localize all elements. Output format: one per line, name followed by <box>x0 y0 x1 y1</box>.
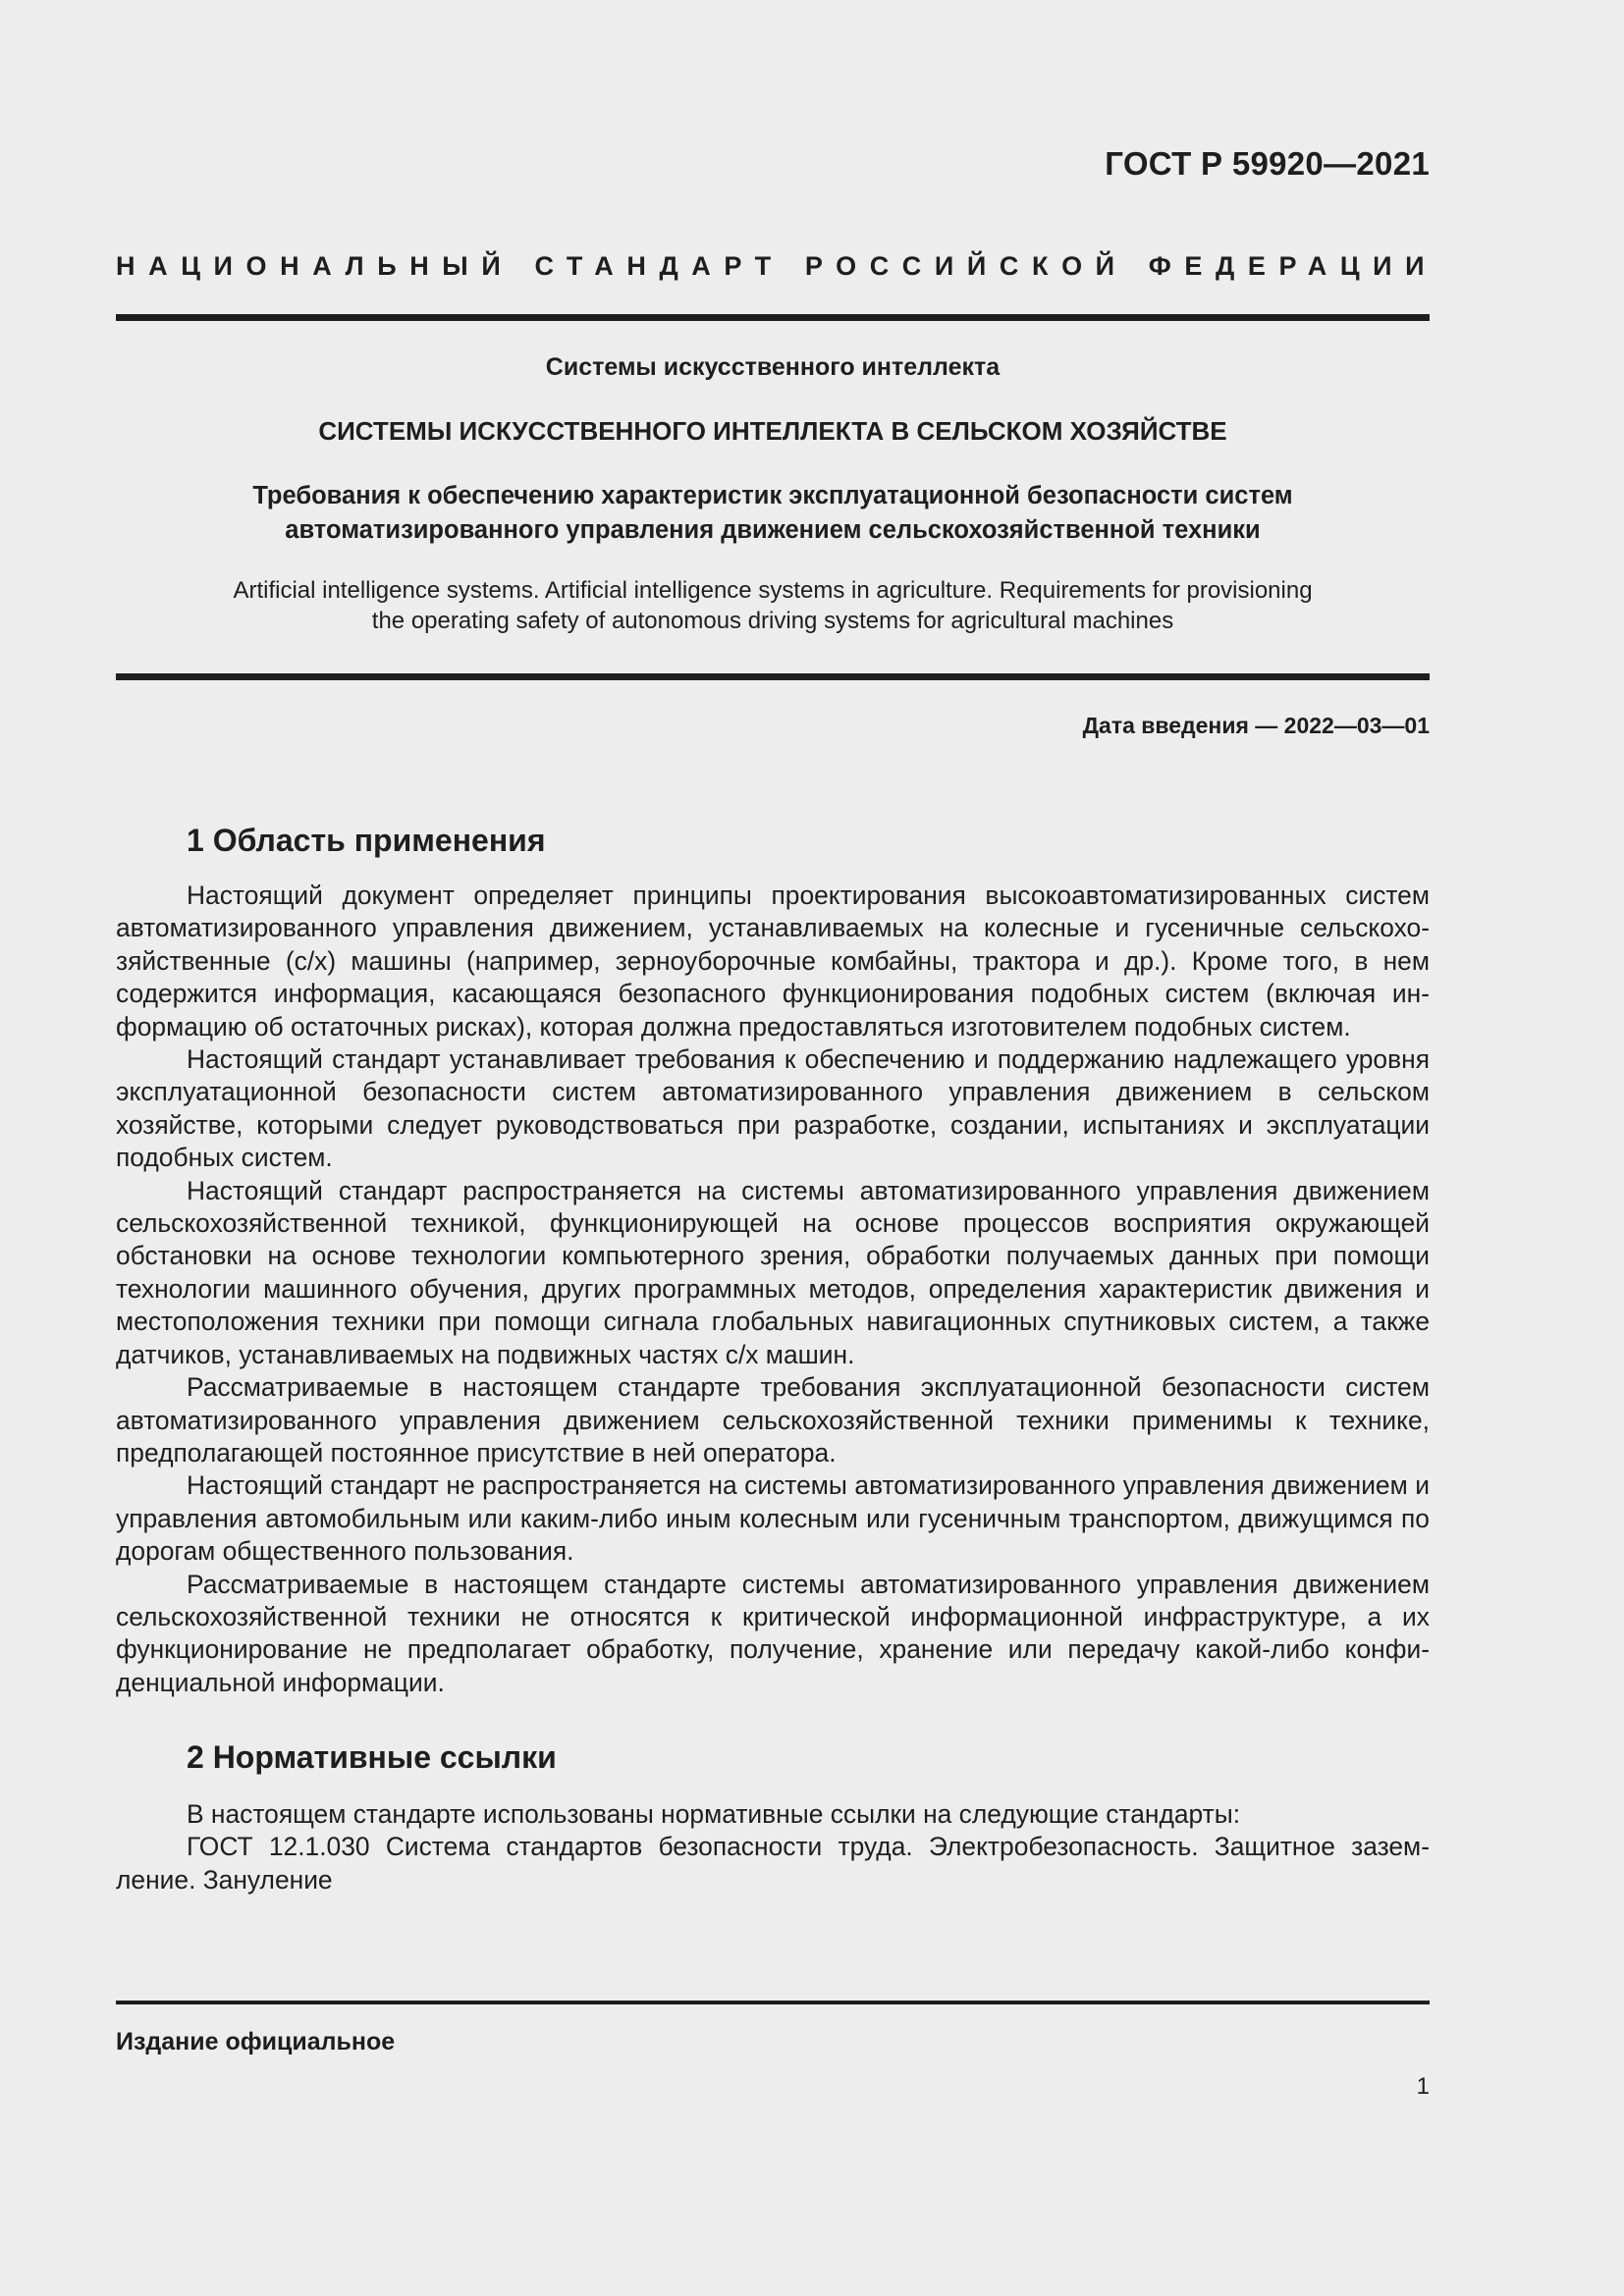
english-title-line-2: the operating safety of autonomous driving systems for agricultural machines <box>371 608 1174 634</box>
section-2-body <box>116 1798 1430 1896</box>
paragraph: Настоящий документ определяет принципы проектирования высокоавтоматизированных систем автоматизированного управления движением, устанавливаемых на колесные и гусеничные сельскохозяйственные (с/х) машины (например, зерноуборочные комбайны, трактора и др.). Кроме того, в нем содержится информация, касающаяся безопасного функционирования подобных систем (включая информацию об остаточных рисках), которая должна предоставляться изготовителем подобных систем. <box>116 881 1430 1041</box>
paragraph: Настоящий стандарт устанавливает требования к обеспечению и поддержанию надлежащего уровня эксплуатационной безопасности систем автоматизированного управления движением в сельском хозяйстве, которыми следует руководствоваться при разработке, создании, испытаниях и эксплуатации подобных систем. <box>116 1044 1430 1173</box>
requirements-title <box>116 479 1430 548</box>
paragraph: Рассматриваемые в настоящем стандарте системы автоматизированного управления движением сельскохозяйственной техники не относятся к критической информационной инфраструктуре, а их функционирование не предполагает обработку, получение, хранение или передачу какой-либо конфиденциальной информации. <box>116 1569 1430 1697</box>
main-title: СИСТЕМЫ ИСКУССТВЕННОГО ИНТЕЛЛЕКТА В СЕЛЬСКОМ ХОЗЯЙСТВЕ <box>318 416 1227 446</box>
paragraph: ГОСТ 12.1.030 Система стандартов безопасности труда. Электробезопасность. Защитное заземление. Зануление <box>116 1832 1430 1895</box>
requirements-title-line-2: автоматизированного управления движением сельскохозяйственной техники <box>285 516 1261 544</box>
footer-divider <box>116 2001 1430 2004</box>
introduction-date: Дата введения — 2022—03—01 <box>1082 713 1430 738</box>
english-title <box>116 575 1430 636</box>
paragraph: В настоящем стандарте использованы нормативные ссылки на следующие стандарты: <box>187 1799 1241 1829</box>
top-divider <box>116 314 1430 321</box>
series-title: Системы искусственного интеллекта <box>545 353 1001 381</box>
national-standard-banner: НАЦИОНАЛЬНЫЙ СТАНДАРТ РОССИЙСКОЙ ФЕДЕРАЦИИ <box>116 251 1438 281</box>
section-1-body <box>116 880 1430 1699</box>
paragraph: Настоящий стандарт распространяется на системы автоматизированного управления движением сельскохозяйственной техникой, функционирующей на основе процессов восприятия окружающей обстановки на основе технологии компьютерного зрения, обработки получаемых данных при помощи технологии машинного обучения, других программных методов, определения характеристик движения и местоположения техники при помощи сигнала глобальных навигационных спутниковых систем, а также датчиков, устанавливаемых на подвижных частях с/х машин. <box>116 1175 1430 1369</box>
section-1-heading: 1 Область применения <box>187 823 546 858</box>
requirements-title-line-1: Требования к обеспечению характеристик эксплуатационной безопасности систем <box>252 482 1293 509</box>
edition-label: Издание официальное <box>116 2028 396 2056</box>
title-divider <box>116 673 1430 680</box>
paragraph: Рассматриваемые в настоящем стандарте требования эксплуатационной безопасности систем автоматизированного управления движением сельскохозяйственной техники применимы к технике, предполагающей постоянное присутствие в ней оператора. <box>116 1372 1430 1468</box>
paragraph: Настоящий стандарт не распространяется на системы автоматизированного управления движением и управления автомобильным или каким-либо иным колесным или гусеничным транспортом, движущимся по дорогам общественного пользования. <box>116 1470 1430 1567</box>
english-title-line-1: Artificial intelligence systems. Artificial intelligence systems in agriculture. Requirements for provisioning <box>233 577 1313 604</box>
standard-number: ГОСТ Р 59920—2021 <box>1105 145 1430 182</box>
page-number: 1 <box>1416 2073 1430 2100</box>
document-page <box>116 0 1438 2296</box>
section-2-heading: 2 Нормативные ссылки <box>187 1739 557 1775</box>
